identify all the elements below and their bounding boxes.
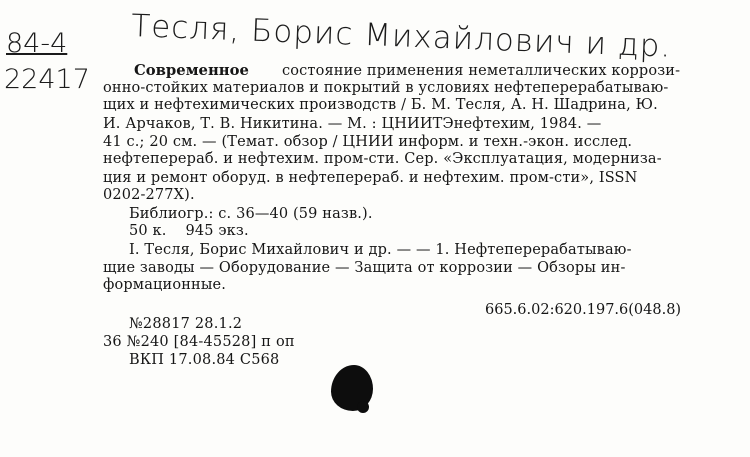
tracing-line-2: щие заводы — Оборудование — Защита от коррозии — Обзоры ин- [103, 260, 626, 276]
entry-line-4: И. Арчаков, Т. В. Никитина. — М. : ЦНИИТЭнефтехим, 1984. — [103, 116, 602, 132]
stamp-line-2: 36 №240 [84-45528] п оп [103, 334, 295, 350]
entry-title: Современное [134, 62, 249, 79]
bibliography-note: Библиогр.: с. 36—40 (59 назв.). [129, 206, 373, 222]
stamp-line-3: ВКП 17.08.84 С568 [129, 352, 280, 368]
handwritten-author: Тесля, Борис Михайлович и др. [130, 8, 673, 65]
entry-line-6: нефтепереpаб. и нефтехим. пром-сти. Сер. «Эксплуатация, модерниза- [103, 151, 662, 167]
handwritten-shelf-code-bottom: 22417 [4, 64, 90, 95]
ink-blot [331, 365, 373, 411]
stamp-line-1: №28817 28.1.2 [129, 316, 243, 332]
tracing-line-1: I. Тесля, Борис Михайлович и др. — — 1. Нефтеперерабатываю- [129, 242, 632, 258]
udc-classification: 665.6.02:620.197.6(048.8) [485, 302, 682, 318]
entry-line-2: онно-стойких материалов и покрытий в условиях нефтеперерабатываю- [103, 80, 669, 96]
print-run: 50 к. 945 экз. [129, 223, 249, 239]
entry-line-8: 0202-277X). [103, 187, 195, 203]
entry-line-1: состояние применения неметаллических коррози- [282, 63, 681, 79]
entry-line-7: ция и ремонт оборуд. в нефтеперераб. и нефтехим. пром-сти», ISSN [103, 170, 638, 186]
entry-line-3: щих и нефтехимических производств / Б. М. Тесля, А. Н. Шадрина, Ю. [103, 97, 658, 113]
entry-line-5: 41 с.; 20 см. — (Темат. обзор / ЦНИИ информ. и техн.-экон. исслед. [103, 134, 633, 150]
tracing-line-3: формационные. [103, 277, 227, 293]
handwritten-shelf-code-top: 84-4 [6, 28, 68, 59]
